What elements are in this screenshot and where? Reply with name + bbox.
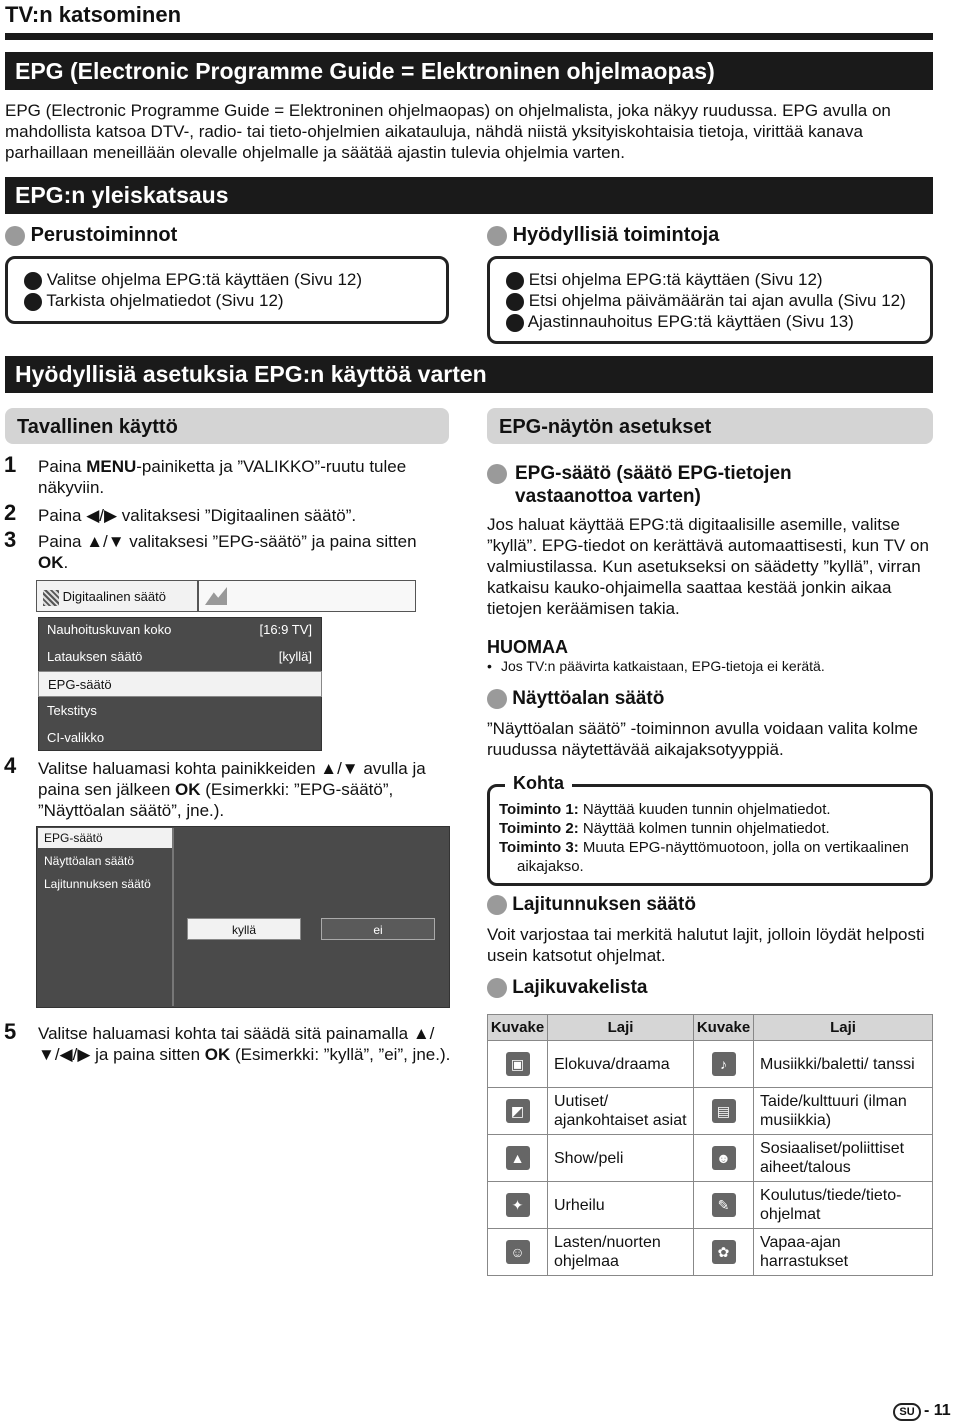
step-5: Valitse haluamasi kohta tai säädä sitä painamalla ▲/▼/◀/▶ ja paina sitten OK (Esimerkki: ”kyllä”, ”ei”, jne.). xyxy=(38,1024,451,1064)
step-number: 1 xyxy=(4,452,17,477)
menu-tab-strip xyxy=(198,580,416,612)
column-header: Laji xyxy=(548,1015,694,1041)
useful-functions-heading: Hyödyllisiä toimintoja xyxy=(487,224,719,247)
note-heading: HUOMAA xyxy=(487,637,568,657)
table-row: ☺ Lasten/nuorten ohjelmaa ✿ Vapaa-ajan harrastukset xyxy=(488,1229,933,1276)
title-rule xyxy=(5,33,933,40)
bullet-icon xyxy=(487,978,507,998)
step-number: 3 xyxy=(4,527,17,552)
bullet-icon xyxy=(5,226,25,246)
useful-functions-box xyxy=(487,256,933,344)
menu-item-display-area[interactable]: Näyttöalan säätö xyxy=(44,854,135,868)
step-3: Paina ▲/▼ valitaksesi ”EPG-säätö” ja paina sitten OK. xyxy=(38,532,417,572)
step-number: 5 xyxy=(4,1019,17,1044)
table-row: ▲ Show/peli ☻ Sosiaaliset/poliittiset aiheet/talous xyxy=(488,1135,933,1182)
table-header-row xyxy=(488,1015,933,1041)
bullet-icon xyxy=(506,293,524,311)
list-item: Tarkista ohjelmatiedot (Sivu 12) xyxy=(24,290,430,311)
basic-functions-heading: Perustoiminnot xyxy=(5,224,177,247)
bullet-icon xyxy=(487,689,507,709)
step-number: 4 xyxy=(4,753,17,778)
list-item: Ajastinnauhoitus EPG:tä käyttäen (Sivu 13) xyxy=(506,311,914,332)
menu-item-recording-size[interactable]: Nauhoituskuvan koko [16:9 TV] xyxy=(47,622,312,637)
step-2: Paina ◀/▶ valitaksesi ”Digitaalinen säätö”. xyxy=(38,506,357,525)
table-row: ▣ Elokuva/draama ♪ Musiikki/baletti/ tanssi xyxy=(488,1041,933,1088)
menu-item-epg-selected[interactable]: EPG-säätö xyxy=(38,671,322,697)
section-title: TV:n katsominen xyxy=(5,2,182,27)
settings-heading: Hyödyllisiä asetuksia EPG:n käyttöä varten xyxy=(5,356,933,393)
step-1: Paina MENU-painiketta ja ”VALIKKO”-ruutu tulee näkyviin. xyxy=(38,457,407,497)
table-row: ◩ Uutiset/ ajankohtaiset asiat ▤ Taide/kulttuuri (ilman musiikkia) xyxy=(488,1088,933,1135)
list-item: Valitse ohjelma EPG:tä käyttäen (Sivu 12) xyxy=(24,269,430,290)
kohta-list xyxy=(499,800,929,876)
menu-item-genre-settings[interactable]: Lajitunnuksen säätö xyxy=(44,877,151,891)
menu-tab-digital[interactable]: Digitaalinen säätö xyxy=(36,580,198,612)
normal-use-heading: Tavallinen käyttö xyxy=(5,408,449,444)
genre-table xyxy=(487,1014,933,1276)
art-book-icon: ▤ xyxy=(712,1099,736,1123)
epg-setting-subheading: EPG-säätö (säätö EPG-tietojen vastaanottoa varten) xyxy=(487,462,933,508)
column-header: Kuvake xyxy=(488,1015,548,1041)
bullet-icon xyxy=(24,293,42,311)
bullet-icon: • xyxy=(487,658,492,674)
menu-item-epg-settings[interactable]: EPG-säätö xyxy=(38,828,172,848)
menu-item-subtitles[interactable]: Tekstitys xyxy=(47,703,97,718)
menu-item-ci-menu[interactable]: CI-valikko xyxy=(47,730,105,745)
digital-settings-icon xyxy=(43,590,59,606)
step-4: Valitse haluamasi kohta painikkeiden ▲/▼ avulla ja paina sen jälkeen OK (Esimerkki: ”EPG-säätö”, ”Näyttöalan säätö”, jne.). xyxy=(38,759,426,820)
column-header: Kuvake xyxy=(694,1015,754,1041)
panel-divider xyxy=(172,828,174,1006)
epg-screen-settings-heading: EPG-näytön asetukset xyxy=(487,408,933,444)
education-icon: ✎ xyxy=(712,1193,736,1217)
children-icon: ☺ xyxy=(506,1240,530,1264)
menu-item-download[interactable]: Latauksen säätö [kyllä] xyxy=(47,649,312,664)
music-note-icon: ♪ xyxy=(712,1052,736,1076)
hobbies-icon: ✿ xyxy=(712,1240,736,1264)
bullet-icon xyxy=(506,314,524,332)
news-anchor-icon: ◩ xyxy=(506,1099,530,1123)
genre-settings-text: Voit varjostaa tai merkitä halutut lajit, jolloin löydät helposti usein katsotut ohjelmat. xyxy=(487,925,925,965)
step-number: 2 xyxy=(4,500,17,525)
people-group-icon: ☻ xyxy=(712,1146,736,1170)
page-number: - 11 xyxy=(924,1402,951,1419)
display-area-text: ”Näyttöalan säätö” -toiminnon avulla voidaan valita kolme ruudussa näytettävää aikajaksotyyppiä. xyxy=(487,719,918,759)
main-heading: EPG (Electronic Programme Guide = Elektroninen ohjelmaopas) xyxy=(5,52,933,90)
bullet-icon xyxy=(487,895,507,915)
film-camera-icon: ▣ xyxy=(506,1052,530,1076)
genre-icon-list-subheading: Lajikuvakelista xyxy=(487,977,647,999)
intro-paragraph: EPG (Electronic Programme Guide = Elektroninen ohjelmaopas) on ohjelmalista, joka näkyy ruudussa. EPG avulla on mahdollista katsoa DTV-, radio- tai tieto-ohjelmien aikatauluja, nähdä niistä yksityiskohtaisia tietoja, virittää kanava parhaillaan meneillään olevalle ohjelmalle ja säätää ajastin tulevia ohjelmia varten. xyxy=(5,101,891,162)
list-item: Etsi ohjelma päivämäärän tai ajan avulla (Sivu 12) xyxy=(506,290,914,311)
genre-settings-subheading: Lajitunnuksen säätö xyxy=(487,894,696,916)
kohta-heading: Kohta xyxy=(505,773,572,794)
column-header: Laji xyxy=(754,1015,933,1041)
yes-button[interactable]: kyllä xyxy=(187,918,301,940)
no-button[interactable]: ei xyxy=(321,918,435,940)
bullet-icon xyxy=(487,226,507,246)
language-badge: SU xyxy=(893,1403,921,1421)
picture-icon xyxy=(205,587,227,605)
list-item: Toiminto 2: Näyttää kolmen tunnin ohjelmatiedot. xyxy=(499,820,830,837)
bullet-icon xyxy=(24,272,42,290)
list-item: Etsi ohjelma EPG:tä käyttäen (Sivu 12) xyxy=(506,269,914,290)
list-item: Toiminto 1: Näyttää kuuden tunnin ohjelmatiedot. xyxy=(499,801,831,818)
sports-runner-icon: ✦ xyxy=(506,1193,530,1217)
table-row: ✦ Urheilu ✎ Koulutus/tiede/tieto-ohjelmat xyxy=(488,1182,933,1229)
note-text: • Jos TV:n päävirta katkaistaan, EPG-tietoja ei kerätä. xyxy=(487,658,825,674)
bullet-icon xyxy=(506,272,524,290)
list-item: Toiminto 3: Muuta EPG-näyttömuotoon, jolla on vertikaalinen aikajakso. xyxy=(499,839,909,875)
bullet-icon xyxy=(487,464,507,484)
stage-show-icon: ▲ xyxy=(506,1146,530,1170)
overview-heading: EPG:n yleiskatsaus xyxy=(5,177,933,214)
basic-functions-box xyxy=(5,256,449,324)
display-area-subheading: Näyttöalan säätö xyxy=(487,688,664,710)
epg-setting-text: Jos haluat käyttää EPG:tä digitaalisille asemille, valitse ”kyllä”. EPG-tiedot on kerättävä automaattisesti, kun TV on valmiustilassa. Kun asetukseksi on säädetty ”kyllä”, virran katkaisu kauko-ohjaimella saattaa kestää jonkin aikaa tietojen keräämisen takia. xyxy=(487,515,929,618)
